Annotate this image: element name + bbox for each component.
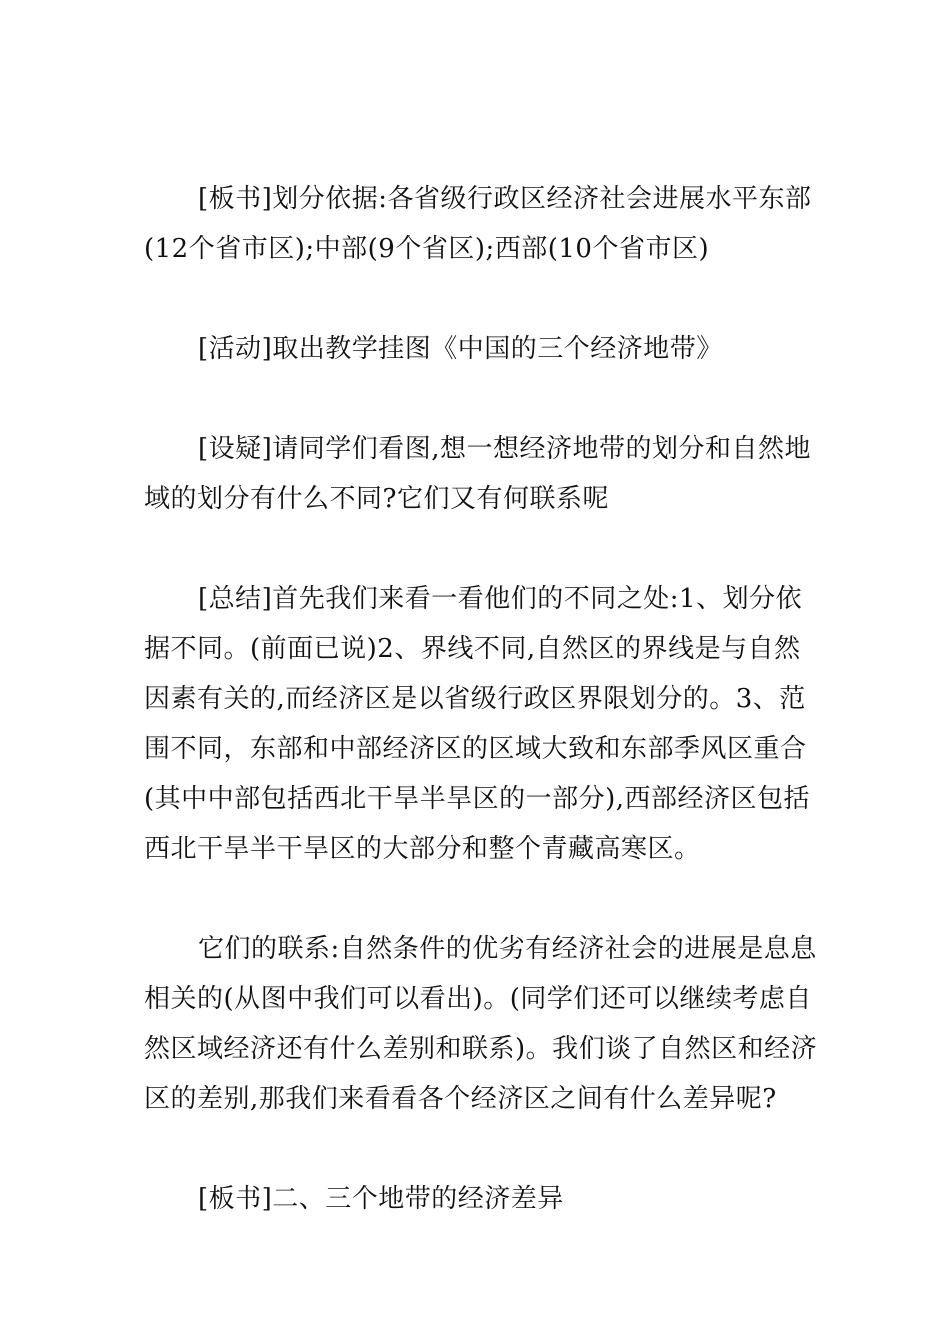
paragraph-1-line-2: (12个省市区);中部(9个省区);西部(10个省市区) (144, 234, 710, 264)
paragraph-4-line-1: [总结]首先我们来看一看他们的不同之处:1、划分依 (198, 584, 803, 614)
paragraph-6-line-1: [板书]二、三个地带的经济差异 (198, 1184, 564, 1214)
paragraph-3-line-1: [设疑]请同学们看图,想一想经济地带的划分和自然地 (198, 434, 812, 464)
paragraph-4-line-4: 围不同，东部和中部经济区的区域大致和东部季风区重合 (144, 734, 807, 764)
paragraph-1-line-1: [板书]划分依据:各省级行政区经济社会进展水平东部 (198, 184, 812, 214)
paragraph-4-line-5: (其中中部包括西北干旱半旱区的一部分),西部经济区包括 (144, 784, 811, 814)
paragraph-4-line-3: 因素有关的,而经济区是以省级行政区界限划分的。3、范 (144, 684, 806, 714)
paragraph-4-line-6: 西北干旱半干旱区的大部分和整个青藏高寒区。 (144, 834, 701, 864)
paragraph-5-line-2: 相关的(从图中我们可以看出)。(同学们还可以继续考虑自 (144, 984, 812, 1014)
paragraph-5-line-1: 它们的联系:自然条件的优劣有经济社会的进展是息息 (198, 934, 817, 964)
paragraph-2-line-1: [活动]取出教学挂图《中国的三个经济地带》 (198, 334, 723, 364)
paragraph-4-line-2: 据不同。(前面已说)2、界线不同,自然区的界线是与自然 (144, 634, 801, 664)
paragraph-3-line-2: 域的划分有什么不同?它们又有何联系呢 (144, 484, 609, 514)
paragraph-5-line-4: 区的差别,那我们来看看各个经济区之间有什么差异呢? (144, 1084, 777, 1114)
paragraph-5-line-3: 然区域经济还有什么差别和联系)。我们谈了自然区和经济 (144, 1034, 818, 1064)
